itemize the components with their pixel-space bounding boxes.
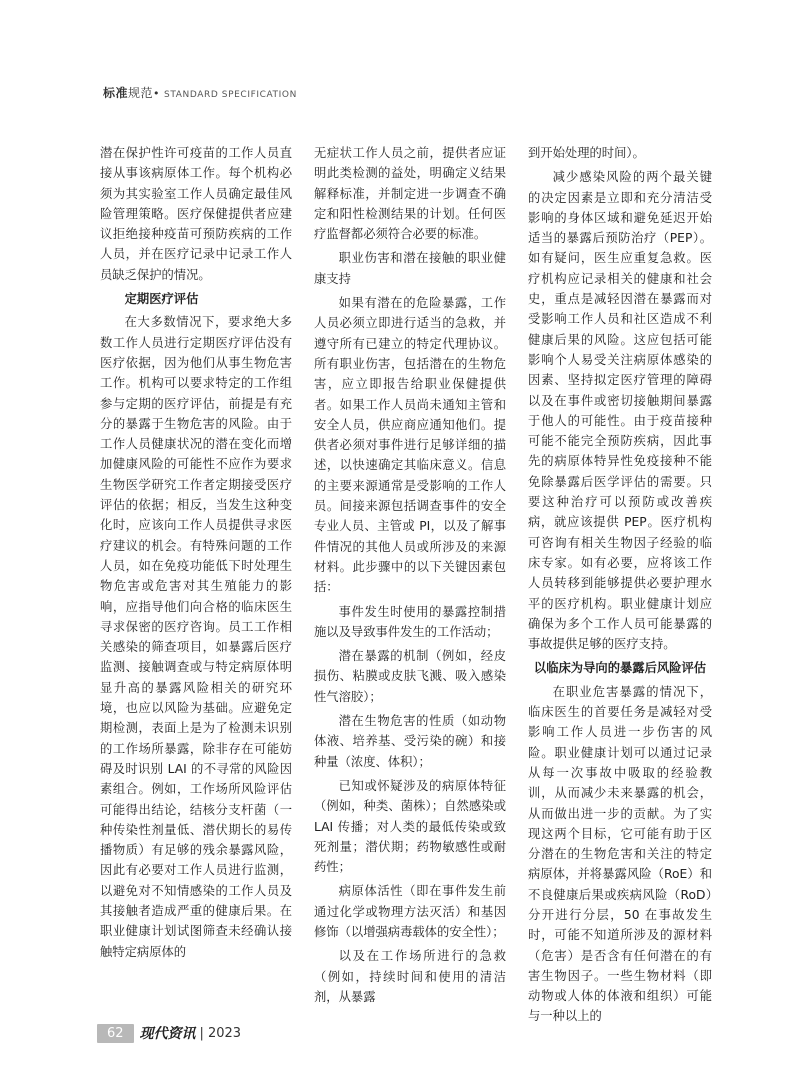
text-column-2 <box>314 143 506 1011</box>
paragraph: 无症状工作人员之前，提供者应证明此类检测的益处，明确定义结果解释标准，并制定进一步调查不确定和阳性检测结果的计划。任何医疗监督都必须符合必要的标准。 <box>314 146 506 242</box>
footer-separator: | <box>199 1025 204 1041</box>
paragraph: 到开始处理的时间）。 <box>528 146 645 160</box>
issue-year: 2023 <box>207 1025 242 1041</box>
paragraph: 病原体活性（即在事件发生前通过化学或物理方法灭活）和基因修饰（以增强病毒载体的安全性）； <box>314 884 506 939</box>
paragraph: 如果有潜在的危险暴露，工作人员必须立即进行适当的急救，并遵守所有已建立的特定代理协议。所有职业伤害，包括潜在的生物危害，应立即报告给职业保健提供者。如果工作人员尚未通知主管和安全人员，供应商应通知他们。提供者必须对事件进行足够详细的描述，以快速确定其临床意义。信息的主要来源通常是受影响的工作人员。间接来源包括调查事件的安全专业人员、主管或 PI，以及了解事件情况的其他人员或所涉及的来源材料。此步骤中的以下关键因素包括： <box>314 296 506 595</box>
paragraph: 潜在暴露的机制（例如，经皮损伤、粘膜或皮肤飞溅、吸入感染性气溶胶）； <box>314 649 506 704</box>
header-dot: • <box>153 87 161 100</box>
paragraph: 职业伤害和潜在接触的职业健康支持 <box>314 251 506 286</box>
paragraph: 事件发生时使用的暴露控制措施以及导致事件发生的工作活动； <box>314 604 506 639</box>
paragraph: 在大多数情况下，要求绝大多数工作人员进行定期医疗评估没有医疗依据，因为他们从事生物危害工作。机构可以要求特定的工作组参与定期的医疗评估，前提是有充分的暴露于生物危害的风险。由于工作人员健康状况的潜在变化而增加健康风险的可能性不应作为要求生物医学研究工作者定期接受医疗评估的依据；相反，当发生这种变化时，应该向工作人员提供寻求医疗建议的机会。有特殊问题的工作人员，如在免疫功能低下时处理生物危害或危害对其生殖能力的影响，应指导他们向合格的临床医生寻求保密的医疗咨询。员工工作相关感染的筛查项目，如暴露后医疗监测、接触调查或与特定病原体明显升高的暴露风险相关的研究环境，也应以风险为基础。应避免定期检测，表面上是为了检测未识别的工作场所暴露，除非存在可能妨碍及时识别 LAI 的不寻常的风险因素组合。例如，工作场所风险评估可能得出结论，结核分支杆菌（一种传染性剂量低、潜伏期长的易传播物质）有足够的残余暴露风险，因此有必要对工作人员进行监测，以避免对不知情感染的工作人员及其接触者造成严重的健康后果。在职业健康计划试图筛查未经确认接触特定病原体的 <box>100 315 292 959</box>
page-number: 62 <box>97 1024 134 1043</box>
paragraph: 在职业危害暴露的情况下，临床医生的首要任务是减轻对受影响工作人员进一步伤害的风险。职业健康计划可以通过记录从每一次事故中吸取的经验教训，从而减少未来暴露的机会，从而做出进一步的贡献。为了实现这两个目标，它可能有助于区分潜在的生物危害和关注的特定病原体，并将暴露风险（RoE）和不良健康后果或疾病风险（RoD）分开进行分层，50 在事故发生时，可能不知道所涉及的源材料（危害）是否含有任何潜在的有害生物因子。一些生物材料（即动物或人体的体液和组织）可能与一种以上的 <box>528 684 712 1024</box>
running-header <box>103 84 297 101</box>
paragraph: 潜在保护性许可疫苗的工作人员直接从事该病原体工作。每个机构必须为其实验室工作人员确定最佳风险管理策略。医疗保健提供者应建议拒绝接种疫苗可预防疾病的工作人员，并在医疗记录中记录工作人员缺乏保护的情况。 <box>100 146 292 282</box>
paragraph: 潜在生物危害的性质（如动物体液、培养基、受污染的碗）和接种量（浓度、体积）； <box>314 714 506 769</box>
text-column-1 <box>100 143 292 966</box>
text-column-3 <box>528 143 712 1031</box>
section-heading: 定期医疗评估 <box>124 292 199 307</box>
header-bold-title: 标准 <box>103 86 129 100</box>
page-footer <box>97 1021 241 1045</box>
header-english: STANDARD SPECIFICATION <box>164 90 297 100</box>
magazine-name: 现代资讯 <box>139 1026 196 1042</box>
paragraph: 减少感染风险的两个最关键的决定因素是立即和充分清洁受影响的身体区域和避免延迟开始适当的暴露后预防治疗（PEP）。如有疑问，医生应重复急救。医疗机构应记录相关的健康和社会史，重点是减轻因潜在暴露而对受影响工作人员和社区造成不利健康后果的风险。这应包括可能影响个人易受关注病原体感染的因素、坚持拟定医疗管理的障碍以及在事件或密切接触期间暴露于他人的可能性。由于疫苗接种可能不能完全预防疾病，因此事先的病原体特异性免疫接种不能免除暴露后医学评估的需要。只要这种治疗可以预防或改善疾病，就应该提供 PEP。医疗机构可咨询有相关生物因子经验的临床专家。如有必要，应将该工作人员转移到能够提供必要护理水平的医疗机构。职业健康计划应确保为多个工作人员可能暴露的事故提供足够的医疗支持。 <box>528 170 712 652</box>
paragraph: 已知或怀疑涉及的病原体特征（例如，种类、菌株）；自然感染或 LAI 传播；对人类的最低传染或致死剂量；潜伏期；药物敏感性或耐药性； <box>314 778 506 875</box>
header-title-rest: 规范 <box>128 86 154 100</box>
paragraph: 以及在工作场所进行的急救（例如，持续时间和使用的清洁剂，从暴露 <box>314 949 506 1004</box>
section-heading: 以临床为导向的暴露后风险评估 <box>533 661 707 676</box>
